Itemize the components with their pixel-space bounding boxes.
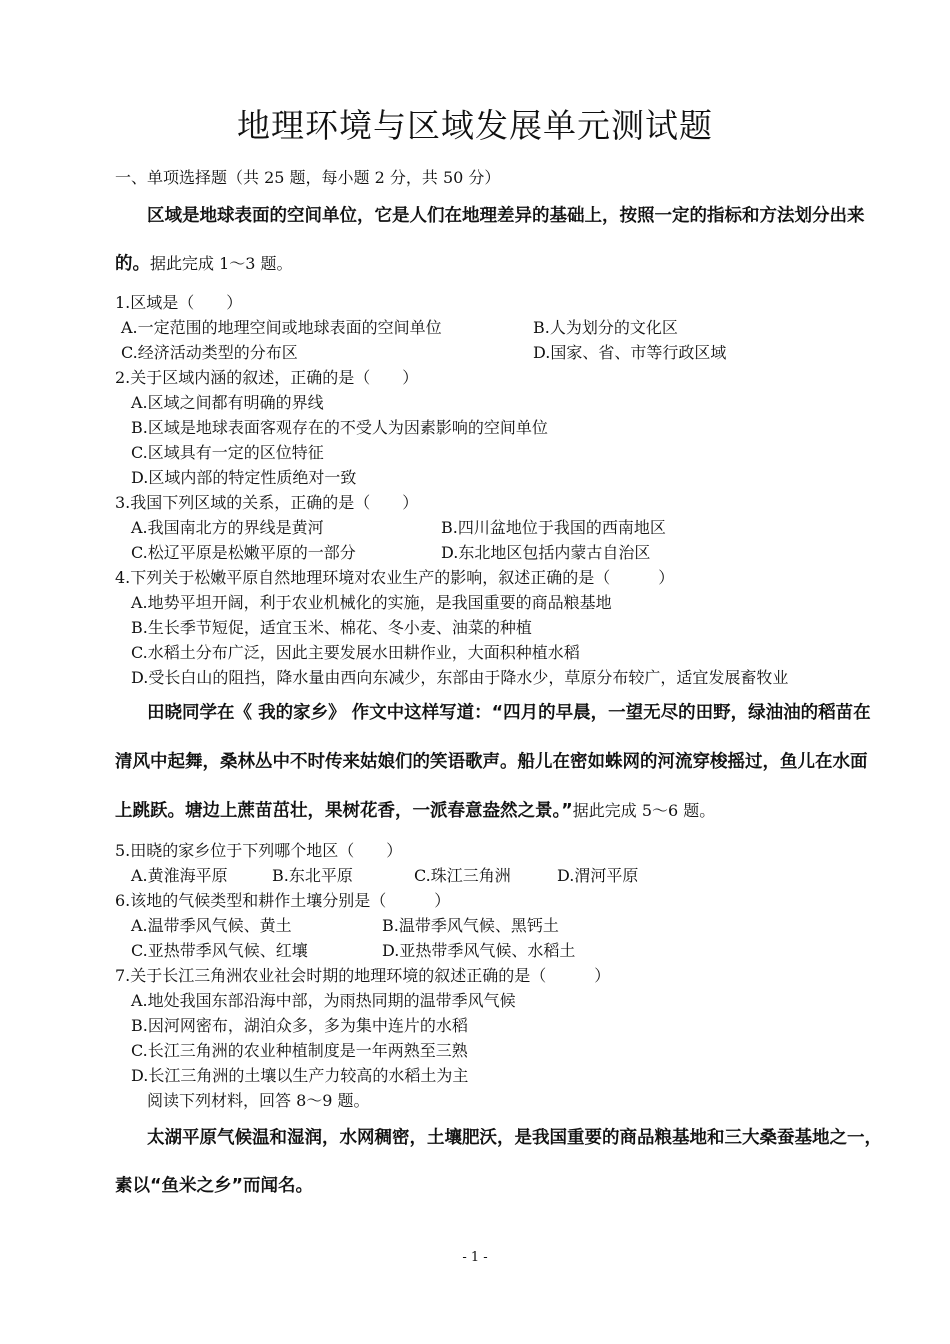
passage-2-line-3 [115,797,715,822]
passage-2-line-1: 田晓同学在《 我的家乡》 作文中这样写道：“四月的早晨，一望无尽的田野，绿油油的稻苗在 [147,703,871,723]
question-3-stem: 3.我国下列区域的关系，正确的是（ ） [115,493,419,512]
question-4-option-b: B.生长季节短促，适宜玉米、棉花、冬小麦、油菜的种植 [131,618,532,637]
question-3-option-b: B.四川盆地位于我国的西南地区 [441,518,666,537]
question-1-option-d: D.国家、省、市等行政区域 [533,343,727,362]
question-7-stem: 7.关于长江三角洲农业社会时期的地理环境的叙述正确的是（ ） [115,966,611,985]
passage-1-line-2-instruction: 据此完成 1～3 题。 [150,254,293,273]
question-4-option-d: D.受长白山的阻挡，降水量由西向东减少，东部由于降水少，草原分布较广，适宜发展畜牧业 [131,668,789,687]
passage-2-line-3-instruction: 据此完成 5～6 题。 [572,801,716,820]
question-2-stem: 2.关于区域内涵的叙述，正确的是（ ） [115,368,419,387]
question-4-option-a: A.地势平坦开阔，利于农业机械化的实施，是我国重要的商品粮基地 [131,593,612,612]
question-7-option-a: A.地处我国东部沿海中部，为雨热同期的温带季风气候 [131,991,516,1010]
question-6-option-d: D.亚热带季风气候、水稻土 [382,941,576,960]
question-1-option-b: B.人为划分的文化区 [533,318,678,337]
page-number: - 1 - [462,1250,488,1265]
question-5-option-a: A.黄淮海平原 [131,866,228,885]
question-6-option-a: A.温带季风气候、黄土 [131,916,292,935]
question-2-option-c: C.区域具有一定的区位特征 [131,443,324,462]
question-5-option-d: D.渭河平原 [557,866,639,885]
question-2-option-b: B.区域是地球表面客观存在的不受人为因素影响的空间单位 [131,418,548,437]
question-3-option-a: A.我国南北方的界线是黄河 [131,518,324,537]
question-5-option-b: B.东北平原 [272,866,353,885]
reading-instruction: 阅读下列材料，回答 8～9 题。 [147,1091,370,1110]
question-4-stem: 4.下列关于松嫩平原自然地理环境对农业生产的影响，叙述正确的是（ ） [115,568,675,587]
question-7-option-d: D.长江三角洲的土壤以生产力较高的水稻土为主 [131,1066,469,1085]
question-6-stem: 6.该地的气候类型和耕作土壤分别是（ ） [115,891,451,910]
question-1-stem: 1.区域是（ ） [115,293,243,312]
question-1-option-a: A.一定范围的地理空间或地球表面的空间单位 [121,318,442,337]
question-2-option-a: A.区域之间都有明确的界线 [131,393,324,412]
question-5-stem: 5.田晓的家乡位于下列哪个地区（ ） [115,841,403,860]
question-7-option-b: B.因河网密布，湖泊众多，多为集中连片的水稻 [131,1016,468,1035]
passage-2-line-3-bold: 上跳跃。塘边上蔗苗茁壮，果树花香，一派春意盎然之景。” [115,801,573,821]
passage-3-line-1: 太湖平原气候温和湿润，水网稠密，土壤肥沃，是我国重要的商品粮基地和三大桑蚕基地之一， [147,1128,882,1148]
document-title: 地理环境与区域发展单元测试题 [237,106,713,145]
passage-2-line-2: 清风中起舞，桑林丛中不时传来姑娘们的笑语歌声。船儿在密如蛛网的河流穿梭摇过，鱼儿在水面 [115,752,868,772]
passage-1-line-1: 区域是地球表面的空间单位，它是人们在地理差异的基础上，按照一定的指标和方法划分出来 [147,206,865,226]
question-4-option-c: C.水稻土分布广泛，因此主要发展水田耕作业，大面积种植水稻 [131,643,580,662]
question-1-option-c: C.经济活动类型的分布区 [121,343,298,362]
question-6-option-b: B.温带季风气候、黑钙土 [382,916,559,935]
question-5-option-c: C.珠江三角洲 [414,866,511,885]
passage-1-line-2 [115,250,293,275]
question-2-option-d: D.区域内部的特定性质绝对一致 [131,468,357,487]
section-heading: 一、单项选择题（共 25 题，每小题 2 分，共 50 分） [115,168,501,187]
question-7-option-c: C.长江三角洲的农业种植制度是一年两熟至三熟 [131,1041,468,1060]
passage-1-line-2-bold: 的。 [115,254,150,274]
question-3-option-d: D.东北地区包括内蒙古自治区 [441,543,651,562]
question-6-option-c: C.亚热带季风气候、红壤 [131,941,308,960]
question-3-option-c: C.松辽平原是松嫩平原的一部分 [131,543,356,562]
passage-3-line-2: 素以“鱼米之乡”而闻名。 [115,1176,314,1196]
